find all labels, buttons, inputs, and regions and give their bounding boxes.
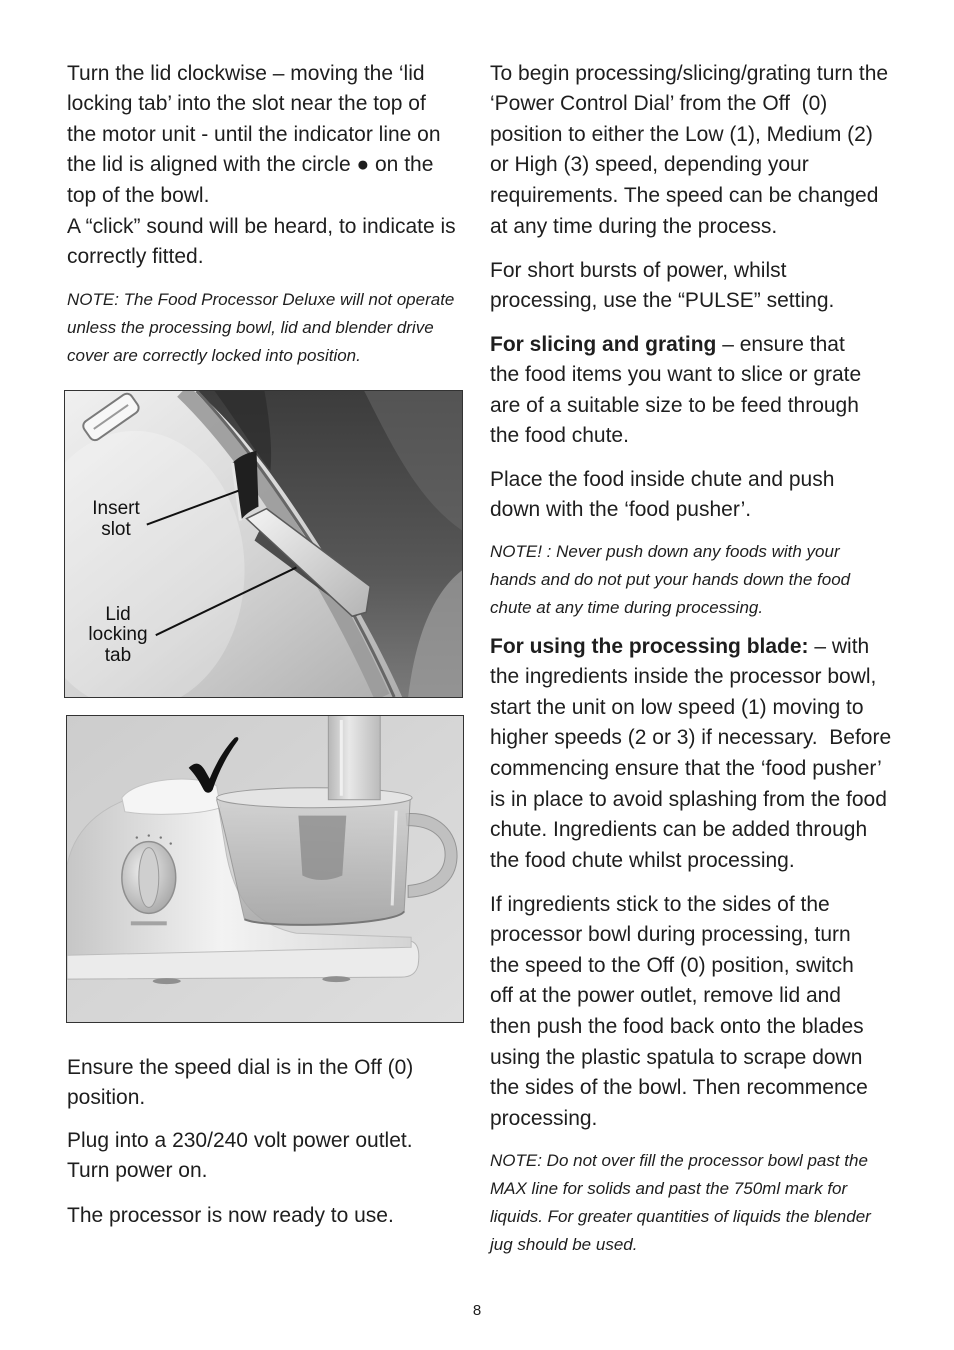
label-line: slot xyxy=(101,518,131,540)
note-fill xyxy=(490,1147,871,1259)
text-line: processing, use the “PULSE” setting. xyxy=(490,289,835,313)
text-line: higher speeds (2 or 3) if necessary. Before xyxy=(490,726,892,750)
bold-lead-text: For slicing and grating xyxy=(490,332,717,356)
paragraph-processing-blade xyxy=(490,632,891,877)
paragraph-ready xyxy=(67,1201,394,1232)
text-line: hands and do not put your hands down the food xyxy=(490,570,851,589)
text-line: start the unit on low speed (1) moving to xyxy=(490,695,864,719)
text-line: position. xyxy=(67,1086,146,1110)
bold-lead-text: For using the processing blade: xyxy=(490,634,809,658)
text-line: Turn the lid clockwise – moving the ‘lid xyxy=(67,61,425,85)
text-line: the ingredients inside the processor bowl, xyxy=(490,665,877,689)
text-line: top of the bowl. xyxy=(67,184,210,208)
text-line: requirements. The speed can be changed xyxy=(490,184,879,208)
text-line: processor bowl during processing, turn xyxy=(490,923,851,947)
paragraph-power xyxy=(67,1126,413,1187)
label-line: Insert xyxy=(92,498,140,519)
text-line: locking tab’ into the slot near the top of xyxy=(67,92,426,116)
text-line: liquids. For greater quantities of liquids the blender xyxy=(490,1207,871,1226)
text-line: Ensure the speed dial is in the Off (0) xyxy=(67,1055,414,1079)
paragraph-begin-processing xyxy=(490,59,888,243)
text-line: cover are correctly locked into position. xyxy=(67,346,361,365)
text-line: ‘Power Control Dial’ from the Off (0) xyxy=(490,92,828,116)
paragraph-pulse xyxy=(490,256,834,317)
text-line: or High (3) speed, depending your xyxy=(490,153,809,177)
paragraph-speed-dial xyxy=(67,1053,413,1114)
text-line: down with the ‘food pusher’. xyxy=(490,498,752,522)
text-line: the sides of the bowl. Then recommence xyxy=(490,1076,868,1100)
text-line: unless the processing bowl, lid and blender drive xyxy=(67,318,434,337)
label-insert-slot xyxy=(76,499,156,540)
text-line xyxy=(490,632,891,663)
text-line: NOTE! : Never push down any foods with your xyxy=(490,542,840,561)
text-line: Place the food inside chute and push xyxy=(490,467,835,491)
text-line: then push the food back onto the blades xyxy=(490,1015,864,1039)
text-line: the speed to the Off (0) position, switch xyxy=(490,953,854,977)
label-line: tab xyxy=(104,644,132,666)
text-line: For short bursts of power, whilst xyxy=(490,258,787,282)
note-hands xyxy=(490,538,850,622)
text-line: The processor is now ready to use. xyxy=(67,1203,394,1227)
text-line: is in place to avoid splashing from the food xyxy=(490,787,887,811)
brand-logo xyxy=(131,921,167,925)
text-line xyxy=(490,330,861,361)
line-text: – with xyxy=(808,634,870,658)
figure-lid-locking-photo xyxy=(64,390,463,698)
note-operation xyxy=(67,286,454,370)
text-line: the food chute whilst processing. xyxy=(490,849,795,873)
text-line: Plug into a 230/240 volt power outlet. xyxy=(67,1128,413,1152)
label-line: Lid xyxy=(105,603,131,625)
food-processor-illustration xyxy=(67,716,463,1022)
text-line: off at the power outlet, remove lid and xyxy=(490,984,841,1008)
text-line: chute. Ingredients can be added through xyxy=(490,818,868,842)
label-lid-locking-tab xyxy=(78,605,158,667)
text-line: the motor unit - until the indicator line on xyxy=(67,122,441,146)
paragraph-slicing-grating xyxy=(490,330,861,453)
figure-food-processor-photo xyxy=(66,715,464,1023)
text-line: at any time during the process. xyxy=(490,214,778,238)
text-line: Turn power on. xyxy=(67,1159,208,1183)
text-line: To begin processing/slicing/grating turn the xyxy=(490,61,889,85)
paragraph-food-pusher xyxy=(490,465,834,526)
text-line: If ingredients stick to the sides of the xyxy=(490,892,830,916)
text-line: A “click” sound will be heard, to indicate is xyxy=(67,214,456,238)
text-line: MAX line for solids and past the 750ml mark for xyxy=(490,1179,848,1198)
text-line: processing. xyxy=(490,1107,598,1131)
line-text: – ensure that xyxy=(716,332,845,356)
text-line: are of a suitable size to be feed through xyxy=(490,393,859,417)
paragraph-lid-instructions xyxy=(67,59,456,274)
text-line: NOTE: Do not over fill the processor bowl past the xyxy=(490,1151,868,1170)
text-line: commencing ensure that the ‘food pusher’ xyxy=(490,757,882,781)
text-line: the food chute. xyxy=(490,424,629,448)
text-line: the lid is aligned with the circle ● on the xyxy=(67,153,434,177)
text-line: using the plastic spatula to scrape down xyxy=(490,1045,863,1069)
paragraph-ingredients-stick xyxy=(490,890,868,1135)
text-line: the food items you want to slice or grate xyxy=(490,363,862,387)
text-line: correctly fitted. xyxy=(67,245,204,269)
text-line: jug should be used. xyxy=(490,1235,638,1254)
page-number: 8 xyxy=(472,1302,482,1319)
text-line: position to either the Low (1), Medium (2) xyxy=(490,122,873,146)
label-line: locking xyxy=(88,624,148,645)
text-line: chute at any time during processing. xyxy=(490,598,764,617)
text-line: NOTE: The Food Processor Deluxe will not operate xyxy=(67,290,455,309)
